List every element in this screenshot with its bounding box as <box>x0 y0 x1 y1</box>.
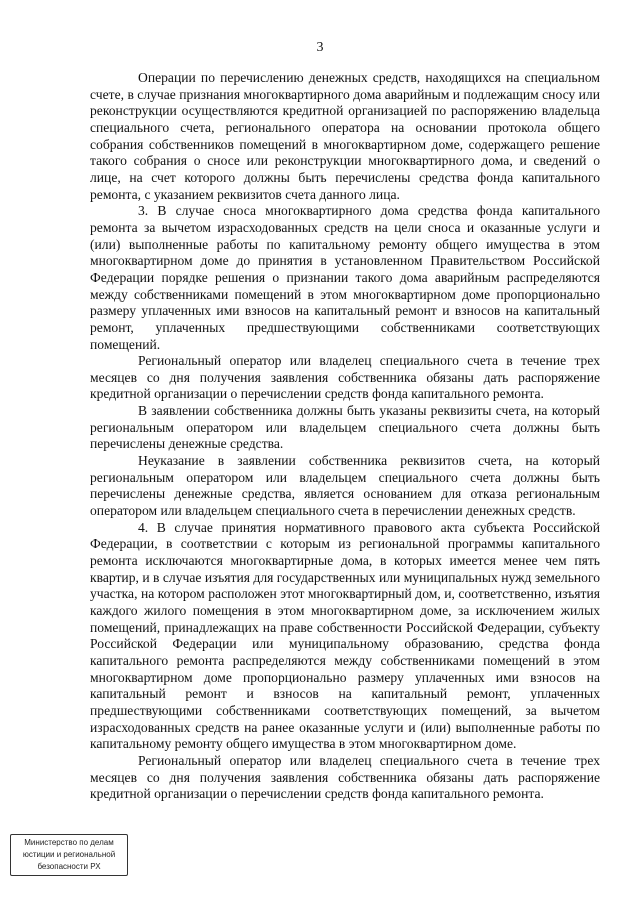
paragraph-operator-obligation-2: Региональный оператор или владелец специального счета в течение трех месяцев со дня получения заявления собственника обязаны дать распоряжение кредитной организации о перечислении средств фонда капитального ремонта. <box>90 752 600 802</box>
paragraph-clause-3: 3. В случае сноса многоквартирного дома средства фонда капитального ремонта за вычетом израсходованных средств на цели сноса и оказанные услуги и (или) выполненные работы по капитальному ремонту общего имущества в этом многоквартирном доме до принятия в установленном Правительством Российской Федерации порядке решения о признании такого дома аварийным распределяются между собственниками помещений в этом многоквартирном доме пропорционально размеру уплаченных ими взносов на капитальный ремонт и взносов на капитальный ремонт, уплаченных предшествующими собственниками соответствующих помещений. <box>90 203 600 352</box>
paragraph-operator-obligation: Региональный оператор или владелец специального счета в течение трех месяцев со дня получения заявления собственника обязаны дать распоряжение кредитной организации о перечислении средств фонда капитального ремонта. <box>90 353 600 402</box>
page-number: 3 <box>316 40 324 55</box>
stamp-line-2: юстиции и региональной <box>22 850 116 859</box>
paragraph-application-requisites: В заявлении собственника должны быть указаны реквизиты счета, на который региональным оператором или владельцем специального счета должны быть перечислены денежные средства. <box>90 403 600 452</box>
paragraph-refusal-grounds: Неуказание в заявлении собственника реквизитов счета, на который региональным оператором или владельцем специального счета должны быть перечислены денежные средства, является основанием для отказа региональным оператором или владельцем специального счета в перечислении денежных средств. <box>90 453 600 519</box>
document-body <box>90 70 600 803</box>
paragraph-clause-4: 4. В случае принятия нормативного правового акта субъекта Российской Федерации, в соответствии с которым из региональной программы капитального ремонта исключаются многоквартирные дома, в которых имеется менее чем пять квартир, и в случае изъятия для государственных или муниципальных нужд земельного участка, на котором расположен этот многоквартирный дом, и, соответственно, изъятия каждого жилого помещения в этом многоквартирном доме, за исключением жилых помещений, принадлежащих на праве собственности Российской Федерации, субъекту Российской Федерации или муниципальному образованию, средства фонда капитального ремонта распределяются между собственниками помещений в этом многоквартирном доме пропорционально размеру уплаченных ими взносов на капитальный ремонт и взносов на капитальный ремонт, уплаченных предшествующими собственниками соответствующих помещений, за вычетом израсходованных средств на ранее оказанные услуги и (или) выполненные работы по капитальному ремонту общего имущества в этом многоквартирном доме. <box>90 519 600 752</box>
stamp-line-1: Министерство по делам <box>24 838 114 847</box>
ministry-stamp <box>10 834 128 876</box>
paragraph-special-account-operations: Операции по перечислению денежных средств, находящихся на специальном счете, в случае признания многоквартирного дома аварийным и подлежащим сносу или реконструкции осуществляются кредитной организацией по распоряжению владельца специального счета, регионального оператора на основании протокола общего собрания собственников помещений в многоквартирном доме, содержащего решение такого собрания о сносе или реконструкции многоквартирного дома, и сведений о лице, на счет которого должны быть перечислены средства фонда капитального ремонта, с указанием реквизитов счета данного лица. <box>90 70 600 202</box>
stamp-line-3: безопасности РХ <box>37 862 101 871</box>
